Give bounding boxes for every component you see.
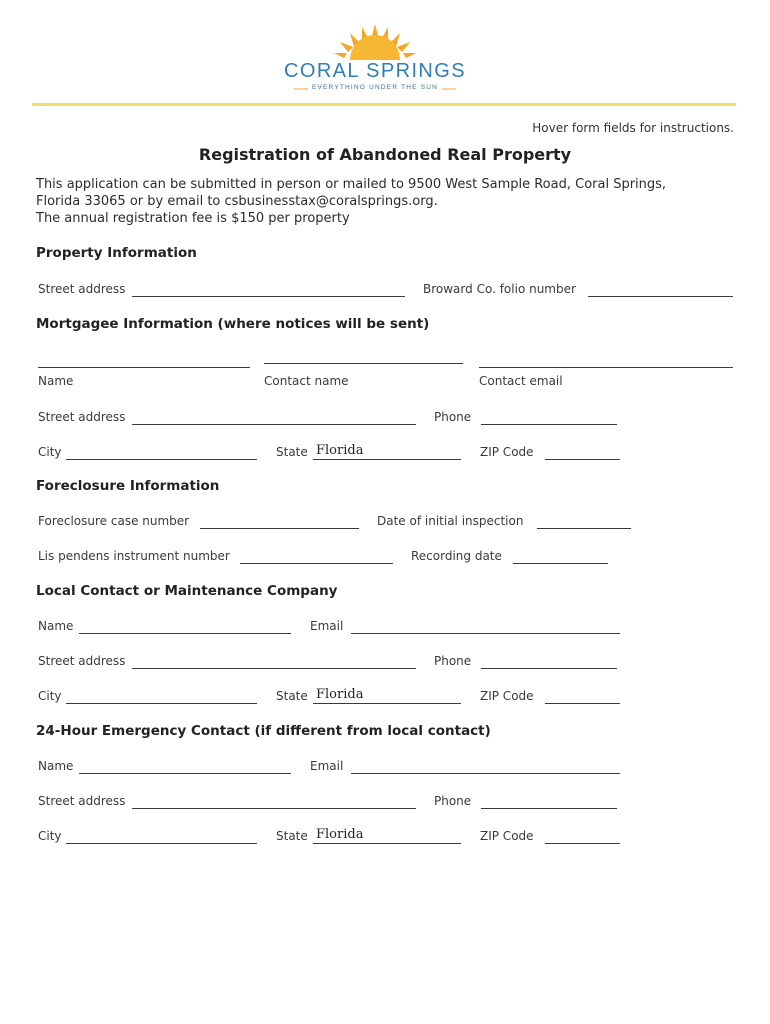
foreclosure-case-label: Foreclosure case number: [38, 514, 190, 528]
local-name-field[interactable]: [79, 633, 291, 634]
mortgagee-state-value: Florida: [316, 443, 364, 458]
section-property-heading: Property Information: [36, 245, 197, 261]
mortgagee-contact-email-field[interactable]: [479, 367, 733, 368]
intro-line-1: This application can be submitted in person or mailed to 9500 West Sample Road, Coral Springs,: [36, 177, 667, 192]
local-state-field[interactable]: [313, 703, 461, 704]
mortgagee-state-label: State: [276, 445, 308, 459]
logo-tagline: EVERYTHING UNDER THE SUN: [311, 84, 439, 91]
mortgagee-street-label: Street address: [38, 410, 126, 424]
emergency-email-field[interactable]: [351, 773, 620, 774]
section-emergency-heading: 24-Hour Emergency Contact (if different from local contact): [36, 723, 491, 739]
mortgagee-state-field[interactable]: [313, 459, 461, 460]
header-divider: [32, 103, 736, 106]
mortgagee-zip-label: ZIP Code: [480, 445, 534, 459]
emergency-city-label: City: [38, 829, 62, 843]
local-state-label: State: [276, 689, 308, 703]
emergency-zip-field[interactable]: [545, 843, 620, 844]
local-zip-label: ZIP Code: [480, 689, 534, 703]
section-mortgagee-heading: Mortgagee Information (where notices will be sent): [36, 316, 430, 332]
emergency-city-field[interactable]: [66, 843, 257, 844]
local-state-value: Florida: [316, 687, 364, 702]
emergency-state-field[interactable]: [313, 843, 461, 844]
emergency-email-label: Email: [310, 759, 344, 773]
emergency-state-value: Florida: [316, 827, 364, 842]
emergency-phone-field[interactable]: [481, 808, 617, 809]
mortgagee-city-field[interactable]: [66, 459, 257, 460]
emergency-name-field[interactable]: [79, 773, 291, 774]
mortgagee-name-field[interactable]: [38, 367, 250, 368]
local-street-field[interactable]: [132, 668, 416, 669]
sun-icon: [280, 22, 470, 62]
emergency-state-label: State: [276, 829, 308, 843]
instructions-hint: Hover form fields for instructions.: [532, 121, 734, 135]
mortgagee-zip-field[interactable]: [545, 459, 620, 460]
foreclosure-lis-field[interactable]: [240, 563, 393, 564]
mortgagee-phone-label: Phone: [434, 410, 472, 424]
page-title: Registration of Abandoned Real Property: [198, 145, 572, 164]
intro-line-2: Florida 33065 or by email to csbusinesstax@coralsprings.org.: [36, 194, 438, 209]
intro-line-3: The annual registration fee is $150 per property: [36, 211, 350, 226]
logo-wordmark: CORAL SPRINGS: [284, 60, 466, 82]
local-phone-label: Phone: [434, 654, 472, 668]
foreclosure-recording-field[interactable]: [513, 563, 608, 564]
foreclosure-case-field[interactable]: [200, 528, 359, 529]
emergency-name-label: Name: [38, 759, 74, 773]
foreclosure-inspection-field[interactable]: [537, 528, 631, 529]
local-email-label: Email: [310, 619, 344, 633]
property-folio-label: Broward Co. folio number: [423, 282, 576, 296]
foreclosure-lis-label: Lis pendens instrument number: [38, 549, 230, 563]
mortgagee-contact-email-label: Contact email: [479, 374, 563, 388]
mortgagee-name-label: Name: [38, 374, 74, 388]
coral-springs-logo: [280, 22, 470, 100]
mortgagee-phone-field[interactable]: [481, 424, 617, 425]
local-zip-field[interactable]: [545, 703, 620, 704]
emergency-phone-label: Phone: [434, 794, 472, 808]
property-folio-field[interactable]: [588, 296, 733, 297]
emergency-zip-label: ZIP Code: [480, 829, 534, 843]
foreclosure-inspection-label: Date of initial inspection: [377, 514, 524, 528]
intro-text: [36, 176, 736, 227]
emergency-street-label: Street address: [38, 794, 126, 808]
local-city-field[interactable]: [66, 703, 257, 704]
mortgagee-city-label: City: [38, 445, 62, 459]
emergency-street-field[interactable]: [132, 808, 416, 809]
mortgagee-contact-name-field[interactable]: [264, 363, 463, 364]
property-street-field[interactable]: [132, 296, 405, 297]
mortgagee-street-field[interactable]: [132, 424, 416, 425]
section-foreclosure-heading: Foreclosure Information: [36, 478, 220, 494]
local-name-label: Name: [38, 619, 74, 633]
local-email-field[interactable]: [351, 633, 620, 634]
mortgagee-contact-name-label: Contact name: [264, 374, 349, 388]
property-street-label: Street address: [38, 282, 126, 296]
section-local-heading: Local Contact or Maintenance Company: [36, 583, 338, 599]
local-city-label: City: [38, 689, 62, 703]
local-street-label: Street address: [38, 654, 126, 668]
foreclosure-recording-label: Recording date: [411, 549, 502, 563]
local-phone-field[interactable]: [481, 668, 617, 669]
